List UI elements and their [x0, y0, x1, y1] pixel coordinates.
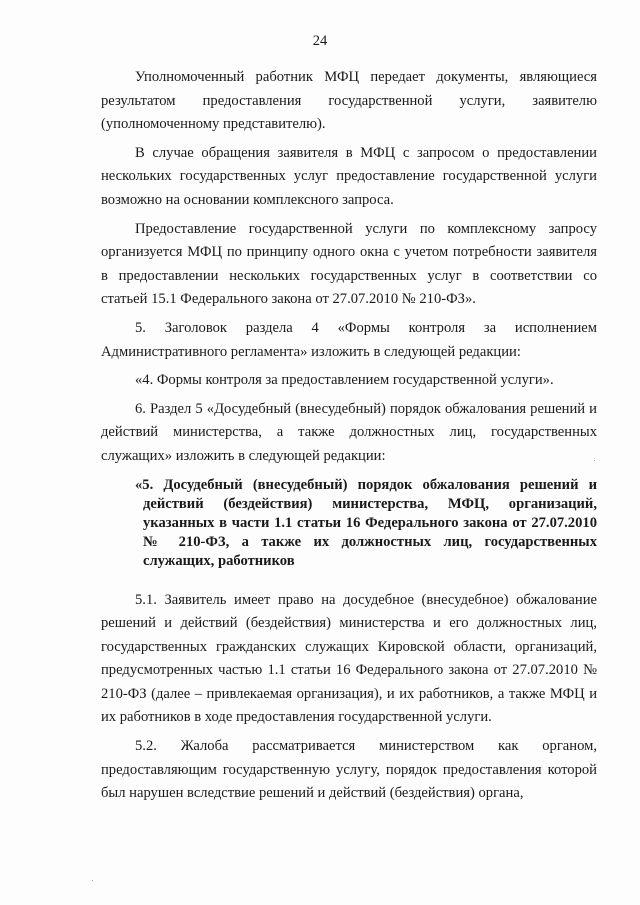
- section-5-heading: [135, 476, 597, 571]
- paragraph-complex-request-case: В случае обращения заявителя в МФЦ с запросом о предоставлении нескольких государственных услуг предоставление государственной услуги возможно на основании комплексного запроса.: [101, 144, 597, 208]
- paragraph-item-6: 6. Раздел 5 «Досудебный (внесудебный) порядок обжалования решений и действий министерства, а также должностных лиц, государственных служащих» изложить в следующей редакции:: [101, 400, 597, 464]
- paragraph-5-2: 5.2. Жалоба рассматривается министерством как органом, предоставляющим государственную услугу, порядок предоставления которой был нарушен вследствие решений и действий (бездействия) органа,: [101, 738, 597, 802]
- page-number: 24: [312, 33, 328, 49]
- scan-speck: [594, 460, 595, 461]
- paragraph-complex-request-organization: Предоставление государственной услуги по комплексному запросу организуется МФЦ по принципу одного окна с учетом потребности заявителя в предоставлении нескольких государственных услуг в соответствии со статьей 15.1 Федерального закона от 27.07.2010 № 210-ФЗ».: [101, 220, 597, 308]
- paragraph-mfc-transfer: Уполномоченный работник МФЦ передает документы, являющиеся результатом предоставления государственной услуги, заявителю (уполномоченному представителю).: [101, 69, 597, 133]
- paragraph-5-1: 5.1. Заявитель имеет право на досудебное (внесудебное) обжалование решений и действий (бездействия) министерства и его должностных лиц, государственных гражданских служащих Кировской области, организаций, предусмотренных частью 1.1 статьи 16 Федерального закона от 27.07.2010 № 210-ФЗ (далее – привлекаемая организация), и их работников, а также МФЦ и их работников в ходе предоставления государственной услуги.: [101, 591, 597, 726]
- scan-speck: [92, 880, 93, 881]
- section-5-heading-text: «5. Досудебный (внесудебный) порядок обжалования решений и действий (бездействия) министерства, МФЦ, организаций, указанных в части 1.1 статьи 16 Федерального закона от 27.07.2010 № 210-ФЗ, а также их должностных лиц, государственных служащих, работников: [135, 476, 597, 569]
- paragraph-item-5: 5. Заголовок раздела 4 «Формы контроля за исполнением Административного регламента» изложить в следующей редакции:: [101, 319, 597, 360]
- document-body: [101, 66, 597, 806]
- paragraph-section-4-title: «4. Формы контроля за предоставлением государственной услуги».: [135, 372, 554, 389]
